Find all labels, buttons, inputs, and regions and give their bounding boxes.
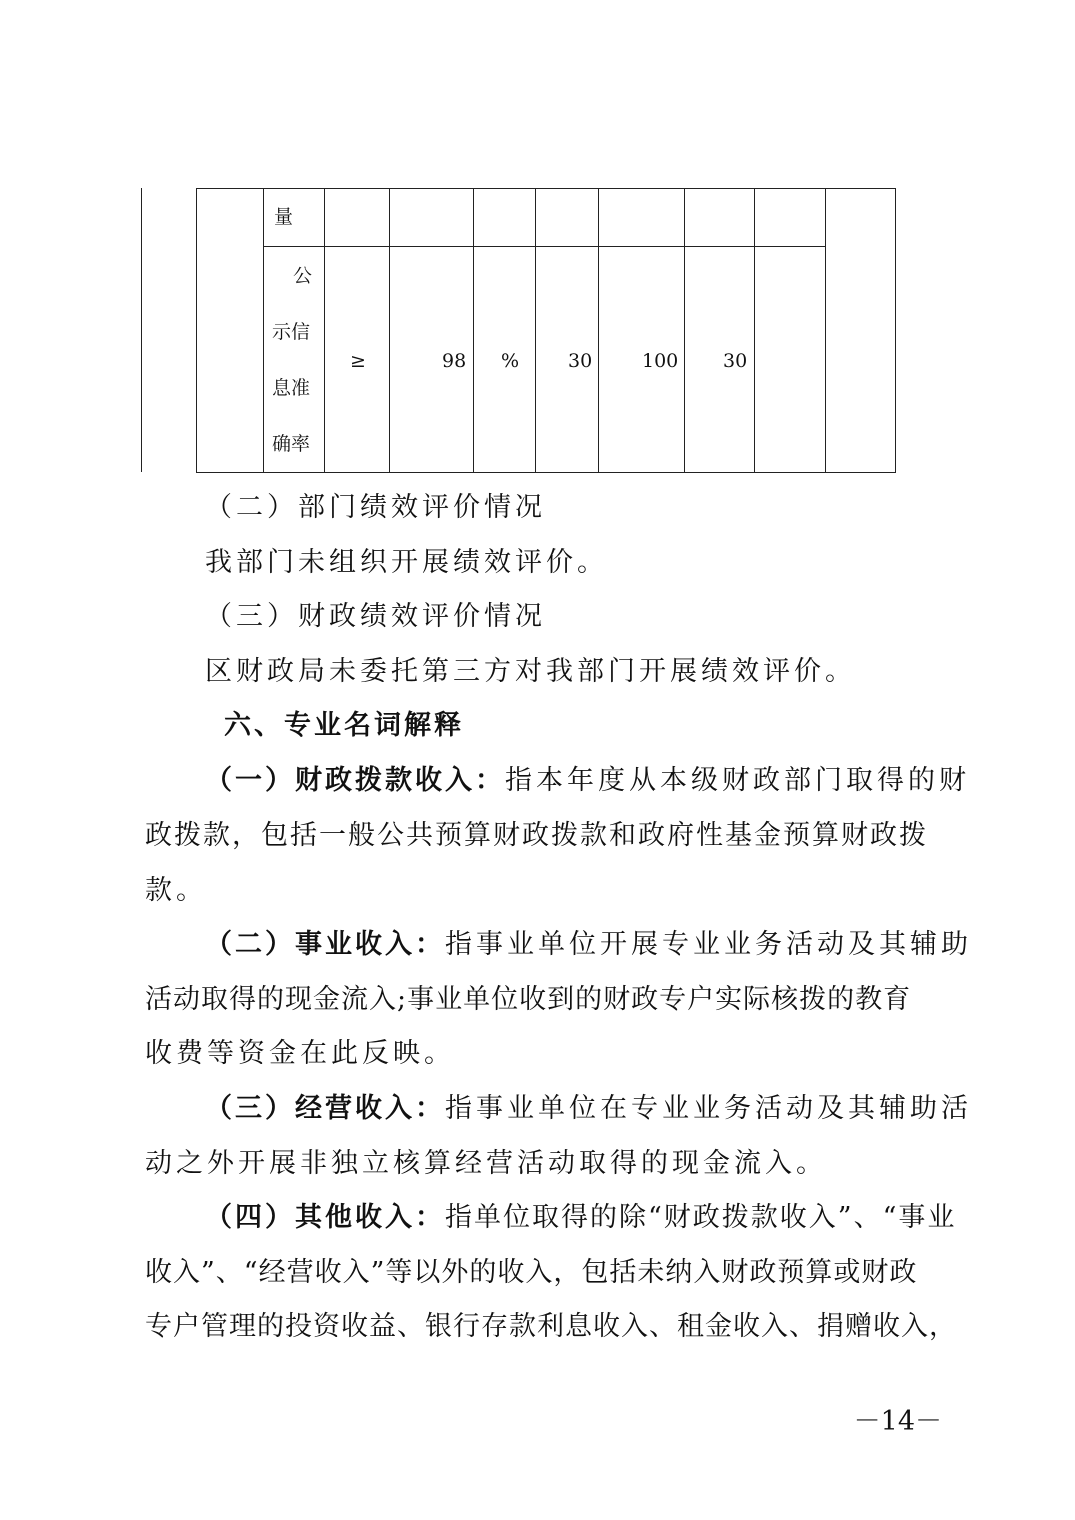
table-col-line [684,188,685,472]
table-col-line [389,188,390,472]
page-number: －14－ [853,1406,942,1437]
performance-table [0,0,1075,480]
row1-indicator-label: 量 [274,206,294,228]
glossary-item-2-line-2: 活动取得的现金流入;事业单位收到的财政专户实际核拨的教育 [145,984,912,1015]
table-col-line [825,188,826,472]
glossary-item-2-term: （二）事业收入： [205,929,445,960]
glossary-item-1-line-1 [205,767,970,794]
table-col-line [754,188,755,472]
fin-eval-text: 区财政局未委托第三方对我部门开展绩效评价。 [205,656,856,687]
glossary-item-3-line-1 [205,1095,972,1122]
row2-label-line: 公 [292,265,312,287]
glossary-item-1-term: （一）财政拨款收入： [205,765,505,796]
table-border-left-outer [141,188,142,472]
glossary-item-3-term: （三）经营收入： [205,1093,445,1124]
glossary-item-4-term: （四）其他收入： [205,1202,445,1233]
glossary-item-3-line-2: 动之外开展非独立核算经营活动取得的现金流入。 [145,1148,827,1179]
row2-operator: ≥ [350,350,366,372]
glossary-item-4-line-1 [205,1204,956,1231]
glossary-item-1-text: 指本年度从本级财政部门取得的财 [505,765,970,796]
table-row-divider [263,246,825,247]
row2-label-line: 示信 [272,321,311,343]
row2-actual: 100 [642,350,679,372]
table-col-line [196,188,197,472]
glossary-item-4-line-2: 收入”、“经营收入”等以外的收入，包括未纳入财政预算或财政 [145,1257,918,1288]
table-col-line [263,188,264,472]
dept-eval-heading: （二）部门绩效评价情况 [205,492,546,523]
table-col-line [324,188,325,472]
row2-indicator-label [272,248,322,472]
table-bottom-border [196,472,896,473]
glossary-item-2-text: 指事业单位开展专业业务活动及其辅助 [445,929,972,960]
row2-label-line: 确率 [272,433,311,455]
glossary-heading: 六、专业名词解释 [224,710,464,741]
row2-unit: % [501,350,520,372]
glossary-item-3-text: 指事业单位在专业业务活动及其辅助活 [445,1093,972,1124]
fin-eval-heading: （三）财政绩效评价情况 [205,601,546,632]
table-col-line [535,188,536,472]
glossary-item-4-line-3: 专户管理的投资收益、银行存款利息收入、租金收入、捐赠收入， [145,1311,957,1342]
row2-weight: 30 [568,350,593,372]
glossary-item-1-line-2: 政拨款，包括一般公共预算财政拨款和政府性基金预算财政拨 [145,820,928,851]
dept-eval-text: 我部门未组织开展绩效评价。 [205,547,608,578]
row2-target: 98 [442,350,467,372]
glossary-item-4-text: 指单位取得的除“财政拨款收入”、“事业 [445,1202,957,1233]
row2-score: 30 [723,350,748,372]
glossary-item-2-line-1 [205,931,972,958]
table-col-line [895,188,896,472]
row2-label-line: 息准 [272,377,311,399]
glossary-item-1-line-3: 款。 [145,875,207,906]
glossary-item-2-line-3: 收费等资金在此反映。 [145,1038,455,1069]
table-col-line [473,188,474,472]
table-col-line [598,188,599,472]
table-top-border [196,188,896,189]
